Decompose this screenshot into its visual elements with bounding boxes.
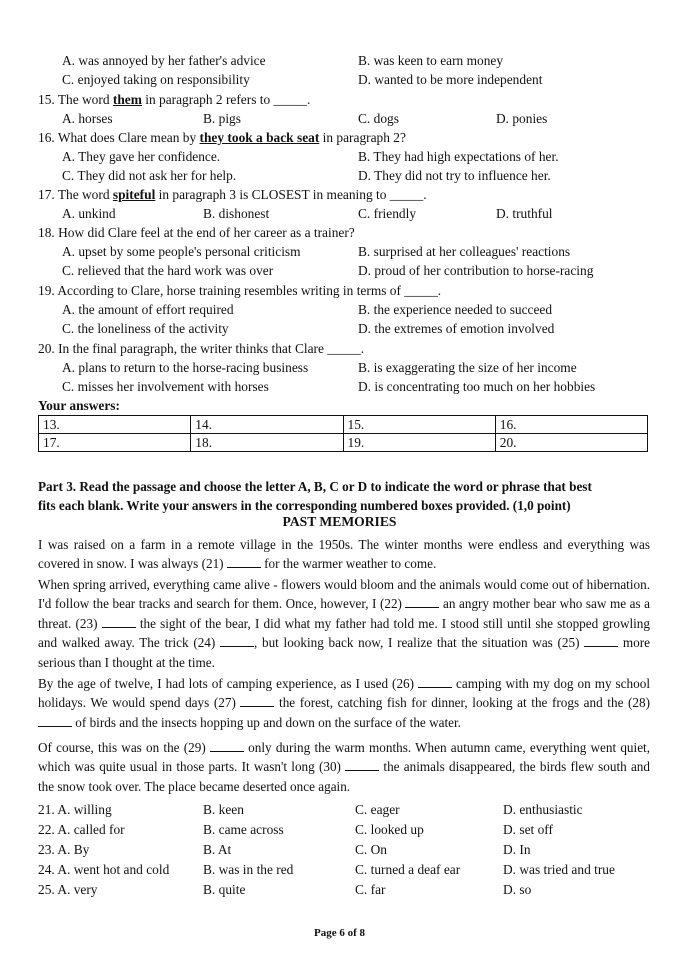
q14-option-a: A. was annoyed by her father's advice xyxy=(62,53,266,68)
answers-label: Your answers: xyxy=(38,398,120,413)
q24-option-a: 24. A. went hot and cold xyxy=(38,862,170,877)
q15-option-a: A. horses xyxy=(62,111,113,126)
q16-option-c: C. They did not ask her for help. xyxy=(62,168,237,183)
blank-29: (29) xyxy=(183,740,206,755)
q17-stem: 17. The word spiteful in paragraph 3 is CLOSEST in meaning to _____. xyxy=(38,187,427,202)
q17-option-a: A. unkind xyxy=(62,206,116,221)
q18-stem: 18. How did Clare feel at the end of her career as a trainer? xyxy=(38,225,355,240)
q23-option-b: B. At xyxy=(203,842,232,857)
answer-box-18[interactable]: 18. xyxy=(191,434,343,452)
passage-paragraph-4: Of course, this was on the (29) only during the warm months. When autumn came, everything went quiet, which was quite usual in those parts. It wasn't long (30) the animals disappeared, the birds flew south and the snow took over. The place became deserted once again. xyxy=(38,740,651,794)
blank-line xyxy=(405,596,439,608)
q20-option-d: D. is concentrating too much on her hobbies xyxy=(358,379,596,394)
q18-option-a: A. upset by some people's personal criticism xyxy=(62,244,301,259)
q21-option-a: 21. A. willing xyxy=(38,802,112,817)
answer-box-13[interactable]: 13. xyxy=(39,416,191,434)
q21-option-b: B. keen xyxy=(203,802,244,817)
q22-option-c: C. looked up xyxy=(355,822,424,837)
q25-option-d: D. so xyxy=(503,882,532,897)
q19-option-a: A. the amount of effort required xyxy=(62,302,234,317)
q20-option-c: C. misses her involvement with horses xyxy=(62,379,269,394)
blank-line xyxy=(345,759,379,771)
answer-grid xyxy=(38,415,648,452)
q24-option-d: D. was tried and true xyxy=(503,862,615,877)
blank-line xyxy=(210,740,244,752)
q18-option-c: C. relieved that the hard work was over xyxy=(62,263,274,278)
q15-stem: 15. The word them in paragraph 2 refers to _____. xyxy=(38,92,311,107)
q18-option-b: B. surprised at her colleagues' reactions xyxy=(358,244,571,259)
q25-option-a: 25. A. very xyxy=(38,882,98,897)
blank-line xyxy=(38,715,72,727)
q15-option-c: C. dogs xyxy=(358,111,399,126)
page-number: Page 6 of 8 xyxy=(313,927,365,939)
passage-paragraph-3: By the age of twelve, I had lots of camping experience, as I used (26) camping with my dog on my school holidays. We would spend days (27) the forest, catching fish for dinner, looking at the frogs and the (28) of birds and the insects hopping up and down on the surface of the water. xyxy=(38,676,650,730)
q14-option-c: C. enjoyed taking on responsibility xyxy=(62,72,250,87)
blank-28: (28) xyxy=(628,695,650,711)
part3-instruction-line2: fits each blank. Write your answers in the corresponding numbered boxes provided. (1,0 point) xyxy=(38,498,571,513)
blank-30: (30) xyxy=(318,759,341,775)
q16-stem: 16. What does Clare mean by they took a back seat in paragraph 2? xyxy=(38,130,406,145)
q20-stem: 20. In the final paragraph, the writer thinks that Clare _____. xyxy=(38,341,365,356)
answer-box-14[interactable]: 14. xyxy=(191,416,343,434)
q16-key-phrase: they took a back seat xyxy=(199,130,320,145)
blank-25: (25) xyxy=(557,635,580,651)
q14-option-d: D. wanted to be more independent xyxy=(358,72,543,87)
q23-option-a: 23. A. By xyxy=(38,842,90,857)
blank-26: (26) xyxy=(392,676,415,691)
q15-key-word: them xyxy=(112,92,142,107)
q20-option-b: B. is exaggerating the size of her income xyxy=(358,360,577,375)
answer-box-20[interactable]: 20. xyxy=(495,434,647,452)
q22-option-b: B. came across xyxy=(203,822,284,837)
q17-option-b: B. dishonest xyxy=(203,206,270,221)
answer-row xyxy=(39,416,648,434)
blank-22: (22) xyxy=(379,596,402,612)
part3-instruction-line1: Part 3. Read the passage and choose the letter A, B, C or D to indicate the word or phrase that best xyxy=(38,479,592,494)
q23-option-c: C. On xyxy=(355,842,387,857)
q22-option-d: D. set off xyxy=(503,822,553,837)
q16-option-a: A. They gave her confidence. xyxy=(62,149,221,164)
q18-option-d: D. proud of her contribution to horse-racing xyxy=(358,263,594,278)
blank-27: (27) xyxy=(213,695,236,711)
blank-line xyxy=(418,676,452,688)
q24-option-c: C. turned a deaf ear xyxy=(355,862,461,877)
q25-option-c: C. far xyxy=(355,882,386,897)
q21-option-c: C. eager xyxy=(355,802,400,817)
q22-option-a: 22. A. called for xyxy=(38,822,125,837)
blank-line xyxy=(584,635,618,647)
blank-line xyxy=(220,635,254,647)
q17-option-c: C. friendly xyxy=(358,206,417,221)
q17-option-d: D. truthful xyxy=(496,206,553,221)
q19-option-d: D. the extremes of emotion involved xyxy=(358,321,555,336)
passage-title: PAST MEMORIES xyxy=(282,514,397,529)
answer-box-15[interactable]: 15. xyxy=(343,416,495,434)
passage-paragraph-2: When spring arrived, everything came alive - flowers would bloom and the animals would come out of hibernation. I'd follow the bear tracks and search for them. Once, however, I (22) an angry mother bear who saw me as a threat. (23) the sight of the bear, I did what my father had told me. I stood still until she stopped growling and walked away. The trick (24) , but looking back now, I realize that the situation was (25) more serious than I thought at the time. xyxy=(38,577,650,670)
q16-option-b: B. They had high expectations of her. xyxy=(358,149,559,164)
answer-box-19[interactable]: 19. xyxy=(343,434,495,452)
q20-option-a: A. plans to return to the horse-racing business xyxy=(62,360,309,375)
q23-option-d: D. In xyxy=(503,842,531,857)
blank-21: (21) xyxy=(201,556,224,572)
q19-option-c: C. the loneliness of the activity xyxy=(62,321,229,336)
q15-option-b: B. pigs xyxy=(203,111,241,126)
q19-stem: 19. According to Clare, horse training resembles writing in terms of _____. xyxy=(38,283,442,298)
q17-key-word: spiteful xyxy=(112,187,156,202)
q14-option-b: B. was keen to earn money xyxy=(358,53,504,68)
answer-box-17[interactable]: 17. xyxy=(39,434,191,452)
blank-line xyxy=(227,556,261,568)
blank-line xyxy=(240,695,274,707)
q21-option-d: D. enthusiastic xyxy=(503,802,583,817)
q16-option-d: D. They did not try to influence her. xyxy=(358,168,551,183)
q19-option-b: B. the experience needed to succeed xyxy=(358,302,553,317)
blank-24: (24) xyxy=(193,635,216,651)
passage-paragraph-1: I was raised on a farm in a remote village in the 1950s. The winter months were endless and everything was covered in snow. I was always (21) for the warmer weather to come. xyxy=(38,537,650,572)
q15-option-d: D. ponies xyxy=(496,111,548,126)
blank-23: (23) xyxy=(75,615,98,631)
blank-line xyxy=(102,616,136,628)
answer-box-16[interactable]: 16. xyxy=(495,416,647,434)
answer-row xyxy=(39,434,648,452)
q24-option-b: B. was in the red xyxy=(203,862,294,877)
q25-option-b: B. quite xyxy=(203,882,246,897)
